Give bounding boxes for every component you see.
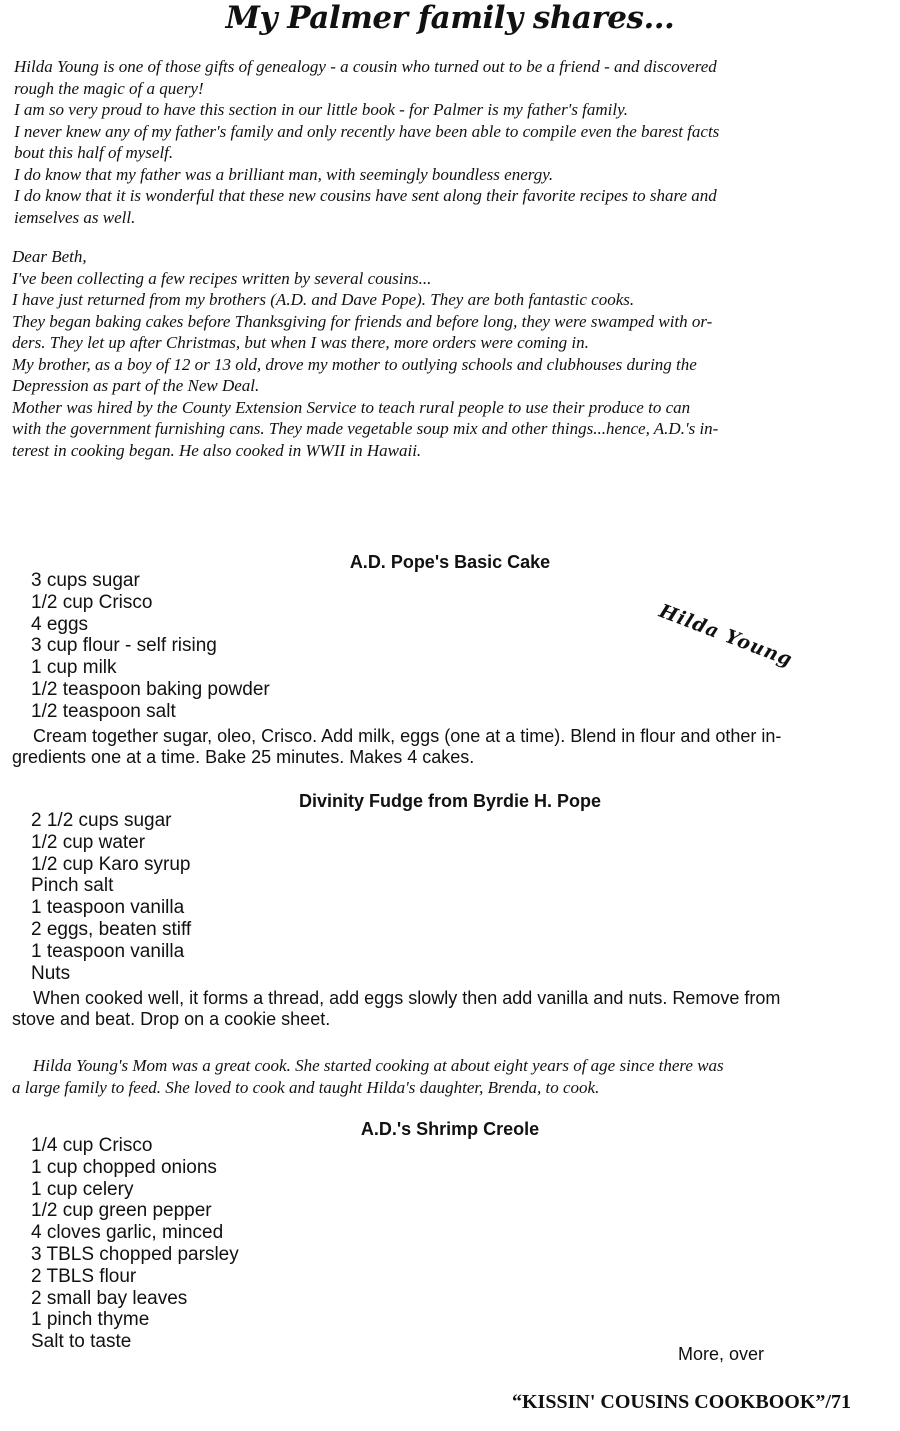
ingredient: 2 TBLS flour [31,1265,137,1287]
more-over-note: More, over [678,1344,765,1364]
letter-line: Mother was hired by the County Extension Service to teach rural people to use their produce to can [12,397,691,417]
ingredient: 4 eggs [31,613,89,635]
signature-hilda-young: Hilda Young [656,600,796,672]
ingredient: 1/2 cup Crisco [31,591,153,613]
direction-line: When cooked well, it forms a thread, add eggs slowly then add vanilla and nuts. Remove from [33,988,781,1008]
ingredient: 1 pinch thyme [31,1309,150,1331]
intro-line: Hilda Young is one of those gifts of genealogy - a cousin who turned out to be a friend - and discovered [14,57,717,76]
ingredient: 1 cup chopped onions [31,1156,217,1178]
ingredient: 3 cups sugar [31,570,140,591]
recipe-title-divinity-fudge: Divinity Fudge from Byrdie H. Pope [298,791,602,811]
letter-line: with the government furnishing cans. They made vegetable soup mix and other things...hence, A.D.'s in- [12,419,719,438]
intro-line: rough the magic of a query! [14,78,204,98]
intro-line: I do know that my father was a brilliant man, with seemingly boundless energy. [14,164,554,184]
ingredient: 1/2 cup Karo syrup [31,853,191,875]
page-title: My Palmer family shares... [225,0,675,36]
ingredient: 2 1/2 cups sugar [31,810,172,831]
ingredient: Nuts [31,962,71,984]
ingredient: 1/2 teaspoon salt [31,700,176,722]
direction-line: gredients one at a time. Bake 25 minutes. Makes 4 cakes. [12,747,475,767]
letter-line: My brother, as a boy of 12 or 13 old, drove my mother to outlying schools and clubhouses during the [12,354,697,374]
directions-basic-cake [12,726,892,768]
note-line: Hilda Young's Mom was a great cook. She started cooking at about eight years of age since there was [33,1056,724,1075]
ingredient: 1 cup celery [31,1178,134,1200]
ingredient-list-divinity-fudge [31,810,191,984]
direction-line: Cream together sugar, oleo, Crisco. Add milk, eggs (one at a time). Blend in flour and other in- [33,726,782,746]
page-footer: “KISSIN' COUSINS COOKBOOK”/71 [512,1391,851,1413]
intro-line: I do know that it is wonderful that these new cousins have sent along their favorite recipes to share and [14,186,717,205]
ingredient: 1 cup milk [31,657,117,679]
recipe-title-basic-cake: A.D. Pope's Basic Cake [349,552,551,572]
ingredient: 2 small bay leaves [31,1287,188,1309]
intro-paragraph [14,56,894,228]
ingredient: 1/2 cup water [31,831,146,853]
ingredient: Salt to taste [31,1331,132,1353]
letter-line: Dear Beth, [12,247,87,266]
note-paragraph [12,1055,892,1098]
letter-line: They began baking cakes before Thanksgiving for friends and before long, they were swamped with or- [12,311,713,331]
letter-line: Depression as part of the New Deal. [12,376,260,395]
intro-line: bout this half of myself. [14,143,174,162]
letter-line: terest in cooking began. He also cooked in WWII in Hawaii. [12,440,422,460]
intro-line: I never knew any of my father's family and only recently have been able to compile even the barest facts [14,121,720,141]
ingredient: 1 teaspoon vanilla [31,940,185,962]
ingredient-list-shrimp-creole [31,1135,239,1353]
ingredient: 1 teaspoon vanilla [31,897,185,919]
ingredient: 1/2 teaspoon baking powder [31,678,270,700]
intro-line: iemselves as well. [14,207,136,227]
ingredient: 3 cup flour - self rising [31,635,217,657]
direction-line: stove and beat. Drop on a cookie sheet. [12,1009,331,1029]
letter-line: I have just returned from my brothers (A.D. and Dave Pope). They are both fantastic cooks. [12,290,635,309]
letter-line: ders. They let up after Christmas, but when I was there, more orders were coming in. [12,333,589,352]
ingredient: 3 TBLS chopped parsley [31,1243,239,1265]
ingredient: 4 cloves garlic, minced [31,1222,224,1244]
intro-line: I am so very proud to have this section in our little book - for Palmer is my father's family. [14,100,628,119]
recipe-title-shrimp-creole: A.D.'s Shrimp Creole [360,1119,540,1139]
ingredient: 1/4 cup Crisco [31,1135,153,1156]
ingredient: Pinch salt [31,875,114,897]
ingredient: 1/2 cup green pepper [31,1200,212,1222]
ingredient: 2 eggs, beaten stiff [31,918,192,940]
note-line: a large family to feed. She loved to cook and taught Hilda's daughter, Brenda, to cook. [12,1077,600,1097]
ingredient-list-basic-cake [31,570,270,723]
letter-line: I've been collecting a few recipes written by several cousins... [12,268,432,288]
letter-paragraph [12,246,892,461]
directions-divinity-fudge [12,988,892,1030]
